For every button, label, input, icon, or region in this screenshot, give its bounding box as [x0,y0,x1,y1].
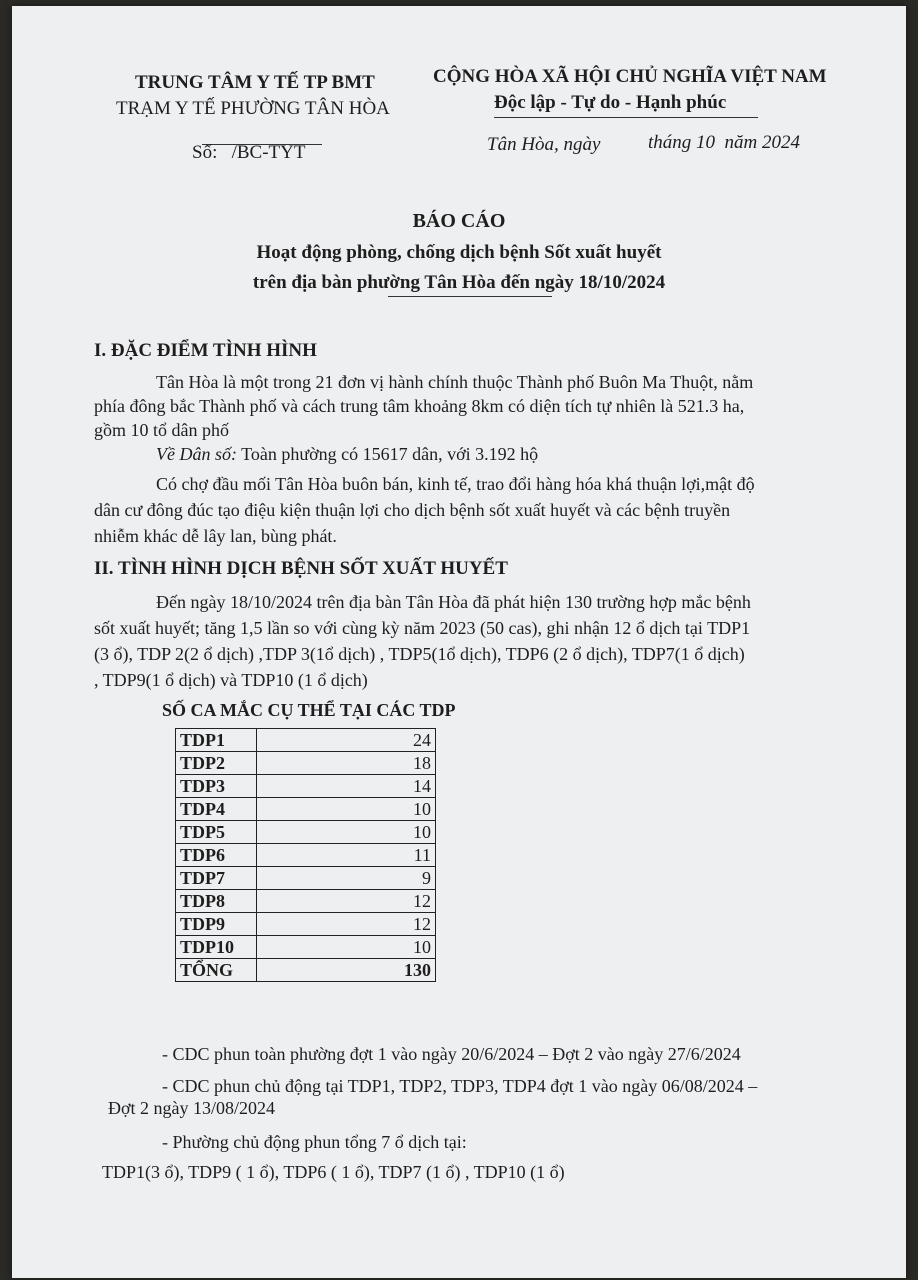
tdp-case-count: 9 [257,867,436,890]
tdp-case-count: 24 [257,729,436,752]
section1-p3-line1: Có chợ đầu mối Tân Hòa buôn bán, kinh tế, trao đổi hàng hóa khá thuận lợi,mật độ [156,474,755,494]
report-title: BÁO CÁO [412,210,506,232]
section2-p1-line4: , TDP9(1 ổ dịch) và TDP10 (1 ổ dịch) [94,670,368,690]
section2-p1-line1: Đến ngày 18/10/2024 trên địa bàn Tân Hòa đã phát hiện 130 trường hợp mắc bệnh [156,592,751,612]
table-row [176,844,436,867]
population-label: Về Dân số: [156,444,237,464]
motto-underline [494,117,758,118]
population-line [156,442,538,466]
bullet-3-line2: TDP1(3 ổ), TDP9 ( 1 ổ), TDP6 ( 1 ổ), TDP7 (1 ổ) , TDP10 (1 ổ) [102,1162,565,1182]
tdp-case-count: 12 [257,913,436,936]
tdp-case-count: 10 [257,798,436,821]
tdp-case-count: 12 [257,890,436,913]
org-line2: TRẠM Y TẾ PHƯỜNG TÂN HÒA [116,98,390,119]
tdp-case-count: 18 [257,752,436,775]
tdp-name: TDP5 [176,821,257,844]
table-total-row [176,959,436,982]
document-page [12,6,906,1278]
bullet-1: - CDC phun toàn phường đợt 1 vào ngày 20/6/2024 – Đợt 2 vào ngày 27/6/2024 [162,1044,741,1064]
tdp-name: TDP6 [176,844,257,867]
report-subtitle-2: trên địa bàn phường Tân Hòa đến ngày 18/10/2024 [252,272,666,293]
section2-p1-line3: (3 ổ), TDP 2(2 ổ dịch) ,TDP 3(1ổ dịch) , TDP5(1ổ dịch), TDP6 (2 ổ dịch), TDP7(1 ổ dịch) [94,644,745,664]
table-row [176,890,436,913]
table-title: SỐ CA MẮC CỤ THỂ TẠI CÁC TDP [162,700,456,720]
section2-p1-line2: sốt xuất huyết; tăng 1,5 lần so với cùng kỳ năm 2023 (50 cas), ghi nhận 12 ổ dịch tại TDP1 [94,618,751,638]
bullet-3-line1: - Phường chủ động phun tổng 7 ổ dịch tại: [162,1132,467,1152]
tdp-name: TDP10 [176,936,257,959]
cases-table [175,728,436,982]
place-date: Tân Hòa, ngày [487,134,601,155]
title-underline [388,296,552,297]
motto: Độc lập - Tự do - Hạnh phúc [494,92,727,113]
tdp-name: TDP8 [176,890,257,913]
nation-title: CỘNG HÒA XÃ HỘI CHỦ NGHĨA VIỆT NAM [433,66,827,87]
bullet-2-line2: Đợt 2 ngày 13/08/2024 [108,1098,276,1118]
table-row [176,821,436,844]
table-row [176,729,436,752]
table-row [176,913,436,936]
tdp-name: TDP3 [176,775,257,798]
table-row [176,775,436,798]
tdp-case-count: 10 [257,936,436,959]
section1-p3-line3: nhiễm khác dễ lây lan, bùng phát. [94,526,337,546]
section1-heading: I. ĐẶC ĐIỂM TÌNH HÌNH [94,340,317,361]
section1-p1-line3: gồm 10 tổ dân phố [94,420,229,440]
org-line1: TRUNG TÂM Y TẾ TP BMT [135,72,375,93]
population-text: Toàn phường có 15617 dân, với 3.192 hộ [236,444,539,464]
table-row [176,867,436,890]
tdp-name: TDP7 [176,867,257,890]
section1-p1-line2: phía đông bắc Thành phố và cách trung tâm khoảng 8km có diện tích tự nhiên là 521.3 ha, [94,396,745,416]
tdp-case-count: 11 [257,844,436,867]
bullet-2-line1: - CDC phun chủ động tại TDP1, TDP2, TDP3, TDP4 đợt 1 vào ngày 06/08/2024 – [162,1076,758,1096]
section2-heading: II. TÌNH HÌNH DỊCH BỆNH SỐT XUẤT HUYẾT [94,558,508,579]
table-row [176,936,436,959]
tdp-case-count: 14 [257,775,436,798]
tdp-name: TỔNG [176,959,257,982]
table-row [176,752,436,775]
doc-number: Số: /BC-TYT [192,142,306,163]
section1-p1-line1: Tân Hòa là một trong 21 đơn vị hành chính thuộc Thành phố Buôn Ma Thuột, nằm [156,372,754,392]
tdp-name: TDP1 [176,729,257,752]
tdp-name: TDP2 [176,752,257,775]
section1-p3-line2: dân cư đông đúc tạo điệu kiện thuận lợi cho dịch bệnh sốt xuất huyết và các bệnh truyền [94,500,731,520]
tdp-case-count: 130 [257,959,436,982]
tdp-case-count: 10 [257,821,436,844]
tdp-name: TDP9 [176,913,257,936]
month-year: tháng 10 năm 2024 [648,132,800,153]
table-row [176,798,436,821]
tdp-name: TDP4 [176,798,257,821]
report-subtitle-1: Hoạt động phòng, chống dịch bệnh Sốt xuất huyết [256,242,662,263]
